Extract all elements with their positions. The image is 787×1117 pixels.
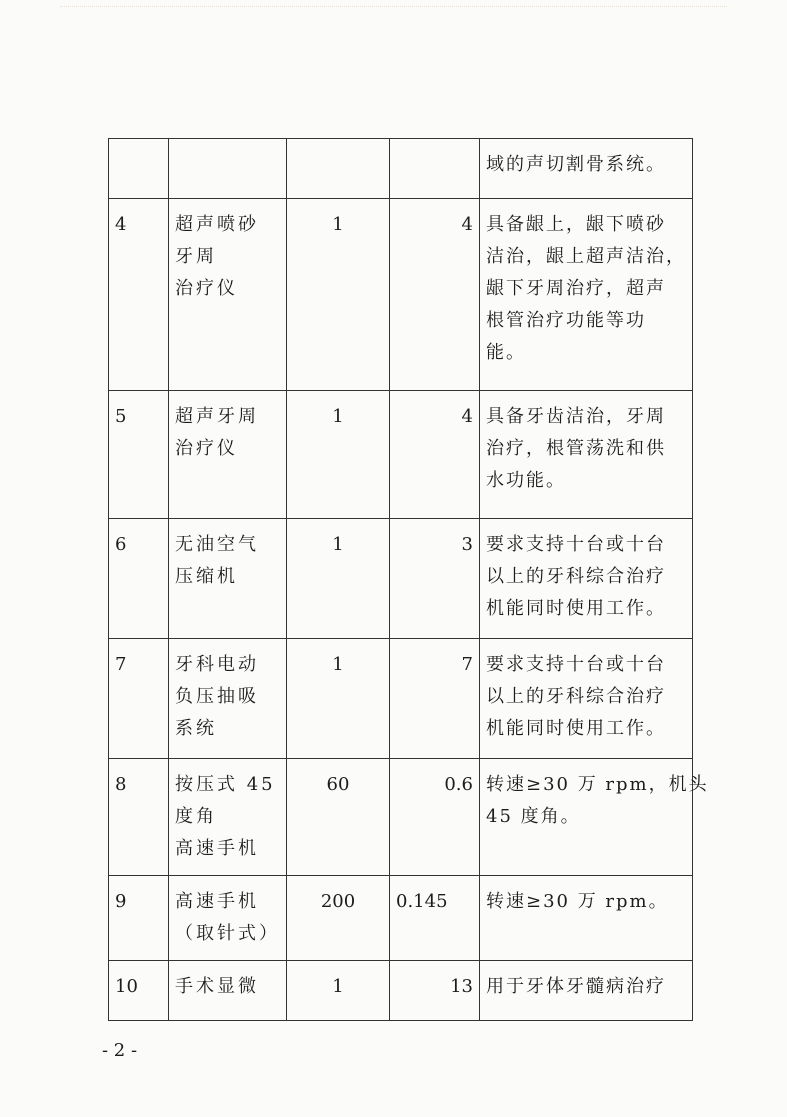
row-number-cell bbox=[109, 876, 169, 961]
requirement-cell bbox=[480, 961, 693, 1021]
item-name-line: 超声牙周 bbox=[175, 406, 259, 427]
price-cell bbox=[390, 519, 480, 639]
requirement-line: 机能同时使用工作。 bbox=[486, 718, 666, 739]
table-row bbox=[109, 876, 693, 961]
quantity: 1 bbox=[332, 406, 344, 427]
requirement-line: 水功能。 bbox=[486, 470, 566, 491]
requirement-cell bbox=[480, 876, 693, 961]
item-name-line: 超声喷砂 bbox=[175, 214, 259, 235]
item-name-cell bbox=[169, 759, 287, 876]
table-row bbox=[109, 961, 693, 1021]
requirement-line: 以上的牙科综合治疗 bbox=[486, 566, 666, 587]
row-number-cell bbox=[109, 639, 169, 759]
row-number: 4 bbox=[115, 214, 127, 235]
item-name-line: 负压抽吸 bbox=[175, 686, 259, 707]
quantity: 200 bbox=[320, 891, 356, 912]
requirement-line: 洁治，龈上超声洁治， bbox=[486, 246, 686, 267]
requirement-cell bbox=[480, 759, 709, 876]
quantity-cell bbox=[287, 519, 390, 639]
item-name-cell bbox=[169, 519, 287, 639]
item-name-cell bbox=[169, 961, 287, 1021]
row-number: 5 bbox=[115, 406, 127, 427]
requirement-cell bbox=[480, 391, 693, 519]
requirement-cell bbox=[480, 639, 693, 759]
price-cell bbox=[390, 961, 480, 1021]
requirement-cell bbox=[480, 199, 693, 391]
requirement-line: 以上的牙科综合治疗 bbox=[486, 686, 666, 707]
requirement-line: 龈下牙周治疗，超声 bbox=[486, 278, 666, 299]
item-name-cell bbox=[169, 139, 287, 199]
quantity-cell bbox=[287, 876, 390, 961]
table-row bbox=[109, 639, 693, 759]
table-row bbox=[109, 199, 693, 391]
price-cell bbox=[390, 139, 480, 199]
quantity: 1 bbox=[332, 976, 344, 997]
table-row bbox=[109, 391, 693, 519]
quantity-cell bbox=[287, 759, 390, 876]
price: 0.145 bbox=[396, 891, 448, 912]
row-number: 7 bbox=[115, 654, 127, 675]
requirement-line: 根管治疗功能等功 bbox=[486, 310, 646, 331]
row-number: 8 bbox=[115, 774, 127, 795]
page-number: - 2 - bbox=[102, 1040, 138, 1061]
table-row bbox=[109, 519, 693, 639]
requirement-line: 能。 bbox=[486, 342, 526, 363]
requirement-line: 转速≥30 万 rpm，机头 bbox=[486, 774, 709, 795]
scan-edge-mark bbox=[60, 6, 727, 17]
price-cell bbox=[390, 199, 480, 391]
item-name-line: （取针式） bbox=[175, 923, 280, 944]
requirement-line: 45 度角。 bbox=[486, 806, 581, 827]
requirement-cell bbox=[480, 519, 693, 639]
item-name-line: 高速手机 bbox=[175, 891, 259, 912]
item-name-line: 按压式 45 bbox=[175, 774, 276, 795]
item-name-line: 牙周 bbox=[175, 246, 217, 267]
quantity-cell bbox=[287, 139, 390, 199]
requirement-line: 具备龈上，龈下喷砂 bbox=[486, 214, 666, 235]
row-number-cell bbox=[109, 759, 169, 876]
requirement-line: 转速≥30 万 rpm。 bbox=[486, 891, 669, 912]
row-number-cell bbox=[109, 139, 169, 199]
table-row bbox=[109, 139, 693, 199]
quantity-cell bbox=[287, 199, 390, 391]
quantity-cell bbox=[287, 639, 390, 759]
equipment-table-body bbox=[109, 139, 709, 1021]
row-number-cell bbox=[109, 199, 169, 391]
row-number: 10 bbox=[115, 976, 138, 997]
requirement-line: 具备牙齿洁治，牙周 bbox=[486, 406, 666, 427]
price-cell bbox=[390, 876, 480, 961]
item-name-line: 高速手机 bbox=[175, 838, 259, 859]
quantity: 1 bbox=[332, 654, 344, 675]
price: 4 bbox=[461, 214, 473, 235]
quantity-cell bbox=[287, 391, 390, 519]
item-name-line: 系统 bbox=[175, 718, 217, 739]
item-name-line: 牙科电动 bbox=[175, 654, 259, 675]
price: 0.6 bbox=[444, 774, 473, 795]
price: 4 bbox=[461, 406, 473, 427]
row-number-cell bbox=[109, 519, 169, 639]
item-name-line: 度角 bbox=[175, 806, 217, 827]
quantity: 1 bbox=[332, 534, 344, 555]
requirement-line: 用于牙体牙髓病治疗 bbox=[486, 976, 666, 997]
price: 7 bbox=[461, 654, 473, 675]
item-name-line: 手术显微 bbox=[175, 976, 259, 997]
quantity: 1 bbox=[332, 214, 344, 235]
item-name-line: 无油空气 bbox=[175, 534, 259, 555]
requirement-line: 要求支持十台或十台 bbox=[486, 654, 666, 675]
requirement-line: 治疗，根管荡洗和供 bbox=[486, 438, 666, 459]
row-number: 6 bbox=[115, 534, 127, 555]
item-name-cell bbox=[169, 876, 287, 961]
price-cell bbox=[390, 639, 480, 759]
item-name-line: 治疗仪 bbox=[175, 438, 238, 459]
item-name-line: 治疗仪 bbox=[175, 278, 238, 299]
item-name-line: 压缩机 bbox=[175, 566, 238, 587]
requirement-line: 域的声切割骨系统。 bbox=[486, 154, 666, 175]
requirement-cell bbox=[480, 139, 693, 199]
row-number-cell bbox=[109, 391, 169, 519]
price-cell bbox=[390, 759, 480, 876]
equipment-table bbox=[108, 138, 709, 1021]
quantity-cell bbox=[287, 961, 390, 1021]
requirement-line: 机能同时使用工作。 bbox=[486, 598, 666, 619]
item-name-cell bbox=[169, 391, 287, 519]
item-name-cell bbox=[169, 199, 287, 391]
price: 13 bbox=[450, 976, 473, 997]
price: 3 bbox=[461, 534, 473, 555]
quantity: 60 bbox=[326, 774, 350, 795]
row-number-cell bbox=[109, 961, 169, 1021]
requirement-line: 要求支持十台或十台 bbox=[486, 534, 666, 555]
row-number: 9 bbox=[115, 891, 127, 912]
price-cell bbox=[390, 391, 480, 519]
item-name-cell bbox=[169, 639, 287, 759]
table-row bbox=[109, 759, 693, 876]
